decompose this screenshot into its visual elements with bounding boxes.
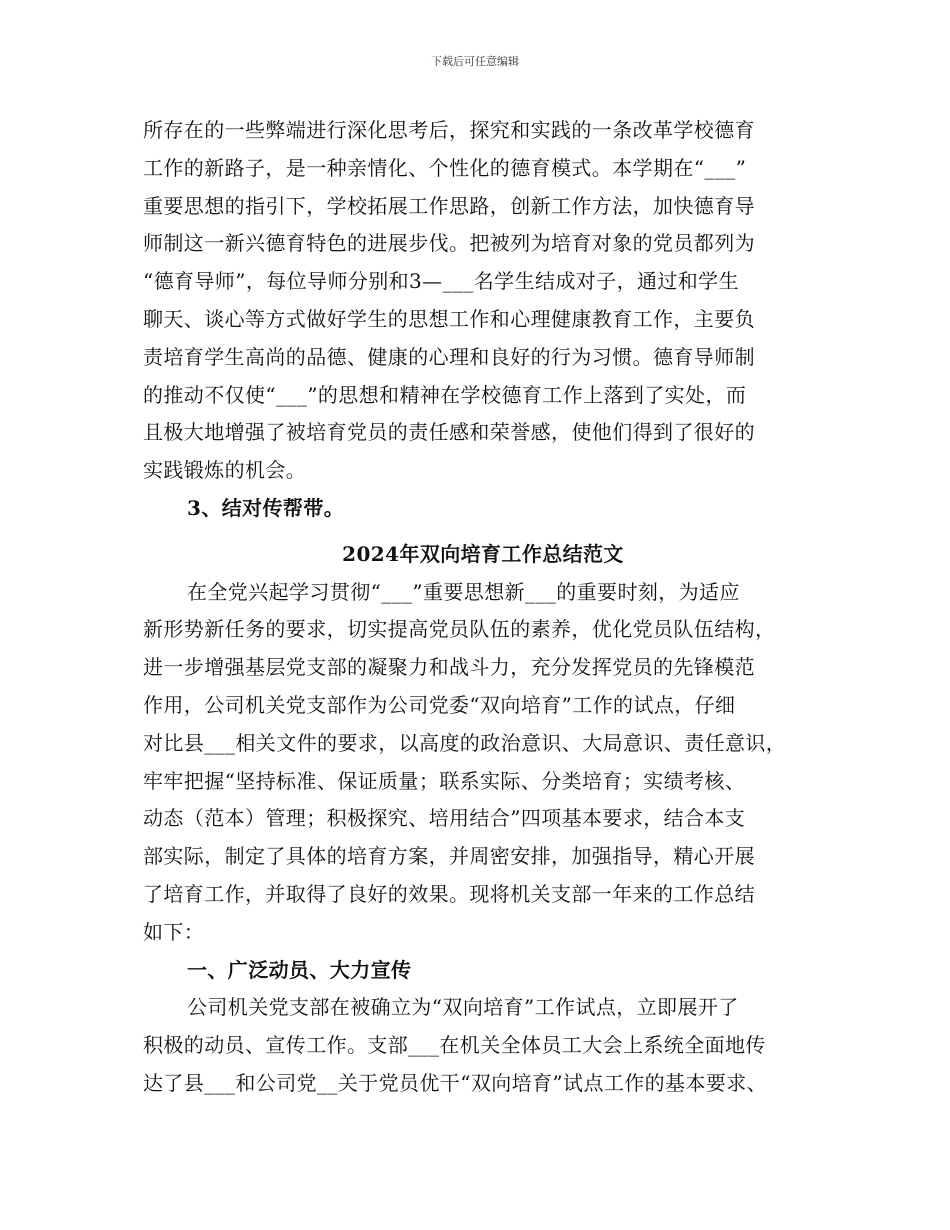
text-line: 所存在的一些弊端进行深化思考后，探究和实践的一条改革学校德育 [143, 118, 755, 142]
text-line: 进一步增强基层党支部的凝聚力和战斗力，充分发挥党员的先锋模范 [143, 655, 755, 680]
paragraph-2 [143, 574, 823, 952]
text-line: 部实际，制定了具体的培育方案，并周密安排，加强指导，精心开展 [143, 844, 755, 869]
text-line: 达了县___和公司党__关于党员优干“双向培育”试点工作的基本要求、 [143, 1070, 768, 1095]
document-title: 2024年双向培育工作总结范文 [342, 541, 624, 566]
page-header: 下载后可任意编辑 [431, 55, 519, 68]
text-line: 在全党兴起学习贯彻“___”重要思想新___的重要时刻，为适应 [187, 579, 740, 604]
paragraph-1 [143, 112, 823, 490]
text-line: 牢牢把握“坚持标准、保证质量；联系实际、分类培育；实绩考核、 [143, 768, 746, 793]
text-line: 重要思想的指引下，学校拓展工作思路，创新工作方法，加快德育导 [143, 193, 755, 218]
text-line: 作用，公司机关党支部作为公司党委“双向培育”工作的试点，仔细 [143, 692, 736, 717]
text-line: 聊天、谈心等方式做好学生的思想工作和心理健康教育工作，主要负 [143, 306, 755, 331]
paragraph-3 [143, 989, 823, 1102]
text-line: 实践锻炼的机会。 [143, 458, 307, 483]
text-line: 责培育学生高尚的品德、健康的心理和良好的行为习惯。德育导师制 [143, 344, 755, 369]
document-body [143, 112, 823, 1103]
text-line: 如下： [143, 919, 205, 944]
text-line: 的推动不仅使“___”的思想和精神在学校德育工作上落到了实处，而 [143, 382, 747, 407]
text-line: “德育导师”，每位导师分别和3—___名学生结成对子，通过和学生 [143, 269, 739, 294]
section-heading-1: 一、广泛动员、大力宣传 [187, 957, 412, 982]
text-line: 且极大地增强了被培育党员的责任感和荣誉感，使他们得到了很好的 [143, 420, 755, 445]
text-line: 新形势新任务的要求，切实提高党员队伍的素养，优化党员队伍结构， [143, 617, 776, 642]
section-heading-3: 3、结对传帮带。 [187, 495, 345, 520]
text-line: 师制这一新兴德育特色的进展步伐。把被列为培育对象的党员都列为 [143, 231, 755, 256]
text-line: 工作的新路子，是一种亲情化、个性化的德育模式。本学期在“___” [143, 155, 747, 180]
text-line: 了培育工作，并取得了良好的效果。现将机关支部一年来的工作总结 [143, 881, 755, 906]
text-line: 公司机关党支部在被确立为“双向培育”工作试点，立即展开了 [187, 995, 739, 1020]
text-line: 对比县___相关文件的要求，以高度的政治意识、大局意识、责任意识， [143, 730, 787, 755]
text-line: 积极的动员、宣传工作。支部___在机关全体员工大会上系统全面地传 [143, 1033, 766, 1058]
text-line: 动态（范本）管理；积极探究、培用结合”四项基本要求，结合本支 [143, 806, 746, 831]
